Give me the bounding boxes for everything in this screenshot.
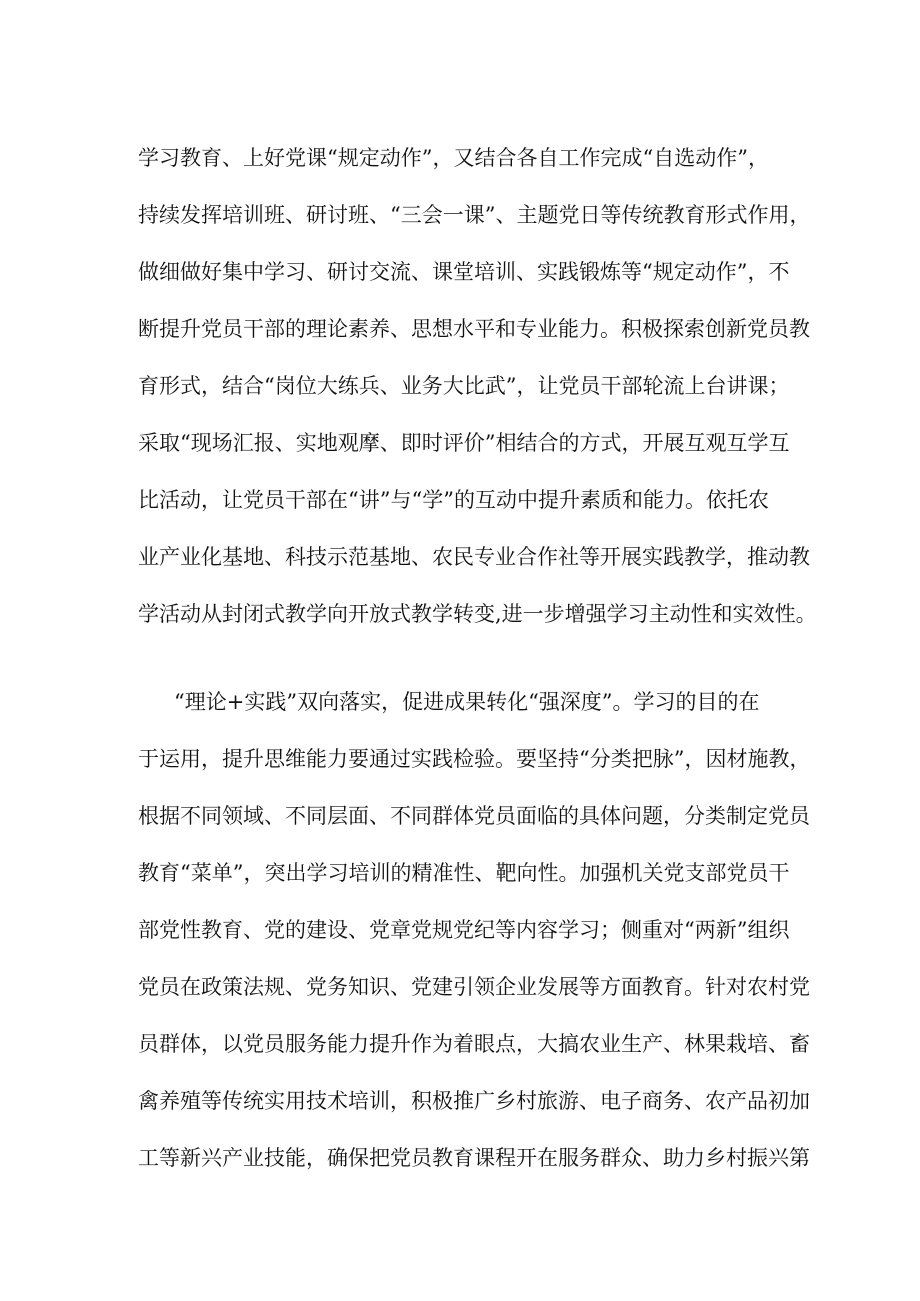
paragraph-line: 于运用，提升思维能力要通过实践检验。要坚持“分类把脉”，因材施教， [138, 747, 811, 771]
paragraph-line: 采取“现场汇报、实地观摩、即时评价”相结合的方式，开展互观互学互 [138, 431, 790, 455]
paragraph-line: 学习教育、上好党课“规定动作”，又结合各自工作完成“自选动作”， [138, 146, 769, 170]
paragraph-line: 持续发挥培训班、研讨班、“三会一课”、主题党日等传统教育形式作用， [138, 203, 811, 227]
paragraph-line: 根据不同领域、不同层面、不同群体党员面临的具体问题，分类制定党员 [138, 804, 810, 828]
paragraph-line: 学活动从封闭式教学向开放式教学转变,进一步增强学习主动性和实效性。 [138, 602, 817, 626]
paragraph-line: 断提升党员干部的理论素养、思想水平和专业能力。积极探索创新党员教 [138, 317, 810, 341]
paragraph-line: 员群体，以党员服务能力提升作为着眼点，大搞农业生产、林果栽培、畜 [138, 1032, 810, 1056]
paragraph-line: 工等新兴产业技能，确保把党员教育课程开在服务群众、助力乡村振兴第 [138, 1146, 810, 1170]
paragraph-line: 做细做好集中学习、研讨交流、课堂培训、实践锻炼等“规定动作”，不 [138, 260, 790, 284]
paragraph-line: 部党性教育、党的建设、党章党规党纪等内容学习；侧重对“两新”组织 [138, 918, 790, 942]
paragraph-line: 教育“菜单”，突出学习培训的精准性、靶向性。加强机关党支部党员干 [138, 861, 790, 885]
paragraph-line: 育形式，结合“岗位大练兵、业务大比武”，让党员干部轮流上台讲课； [138, 374, 790, 398]
paragraph-line: 业产业化基地、科技示范基地、农民专业合作社等开展实践教学，推动教 [138, 545, 810, 569]
paragraph-line: 比活动，让党员干部在“讲”与“学”的互动中提升素质和能力。依托农 [138, 488, 769, 512]
paragraph-line: 党员在政策法规、党务知识、党建引领企业发展等方面教育。针对农村党 [138, 975, 810, 999]
paragraph-line: 禽养殖等传统实用技术培训，积极推广乡村旅游、电子商务、农产品初加 [138, 1089, 810, 1113]
paragraph-line: “理论+实践”双向落实，促进成果转化“强深度”。学习的目的在 [174, 690, 760, 714]
